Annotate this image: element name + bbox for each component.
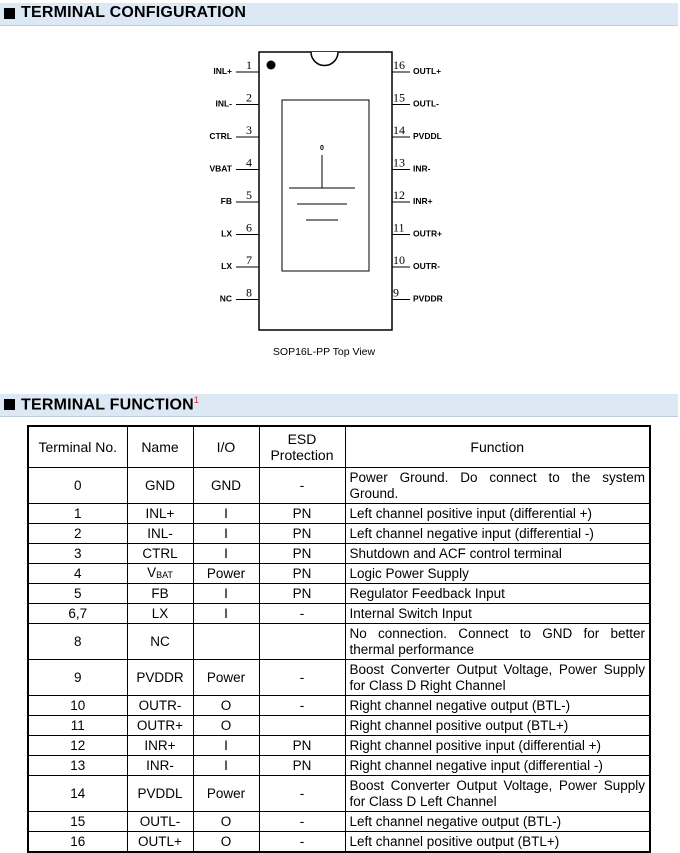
cell-function: Left channel negative input (differential -) bbox=[345, 524, 650, 544]
cell-esd: - bbox=[259, 660, 345, 696]
table-row bbox=[28, 756, 650, 776]
cell-esd: - bbox=[259, 776, 345, 812]
cell-function: Right channel negative input (differential -) bbox=[345, 756, 650, 776]
cell-name: OUTR- bbox=[127, 696, 193, 716]
cell-terminal-no: 13 bbox=[28, 756, 127, 776]
cell-terminal-no: 1 bbox=[28, 504, 127, 524]
cell-esd bbox=[259, 624, 345, 660]
table-row bbox=[28, 524, 650, 544]
cell-esd: PN bbox=[259, 584, 345, 604]
pin-label: CTRL bbox=[209, 131, 232, 141]
cell-io: I bbox=[193, 524, 259, 544]
cell-io: GND bbox=[193, 468, 259, 504]
pin-label: OUTR- bbox=[413, 261, 440, 271]
cell-esd: PN bbox=[259, 544, 345, 564]
table-row bbox=[28, 564, 650, 584]
cell-terminal-no: 14 bbox=[28, 776, 127, 812]
cell-name: PVDDR bbox=[127, 660, 193, 696]
table-row bbox=[28, 776, 650, 812]
pin1-dot bbox=[267, 61, 276, 70]
cell-terminal-no: 3 bbox=[28, 544, 127, 564]
pin-number: 4 bbox=[246, 155, 252, 170]
cell-name: NC bbox=[127, 624, 193, 660]
bullet-square-icon bbox=[4, 399, 15, 410]
pin-label: INR+ bbox=[413, 196, 433, 206]
cell-name: LX bbox=[127, 604, 193, 624]
cell-esd: PN bbox=[259, 504, 345, 524]
header-function: Function bbox=[345, 426, 650, 468]
cell-terminal-no: 2 bbox=[28, 524, 127, 544]
cell-io: O bbox=[193, 812, 259, 832]
footnote-marker: 1 bbox=[193, 395, 200, 405]
terminal-function-table bbox=[27, 425, 651, 853]
cell-name: INR- bbox=[127, 756, 193, 776]
table-row bbox=[28, 736, 650, 756]
cell-function: Right channel positive input (differential +) bbox=[345, 736, 650, 756]
pin-label: INL+ bbox=[213, 66, 232, 76]
table-row bbox=[28, 696, 650, 716]
pin-label: FB bbox=[220, 196, 232, 206]
cell-io: I bbox=[193, 736, 259, 756]
cell-esd bbox=[259, 716, 345, 736]
cell-esd: PN bbox=[259, 524, 345, 544]
pin-number: 1 bbox=[246, 58, 252, 72]
cell-io: O bbox=[193, 696, 259, 716]
cell-function: Logic Power Supply bbox=[345, 564, 650, 584]
cell-terminal-no: 10 bbox=[28, 696, 127, 716]
section-title bbox=[21, 395, 199, 414]
cell-terminal-no: 9 bbox=[28, 660, 127, 696]
left-pins bbox=[209, 58, 259, 304]
package-body bbox=[259, 52, 392, 330]
table-row bbox=[28, 660, 650, 696]
pin-number: 7 bbox=[246, 253, 252, 267]
section-title: TERMINAL CONFIGURATION bbox=[21, 4, 247, 21]
cell-name: OUTR+ bbox=[127, 716, 193, 736]
table-row bbox=[28, 544, 650, 564]
header-esd: ESD Protection bbox=[259, 426, 345, 468]
cell-io: I bbox=[193, 584, 259, 604]
pin-diagram bbox=[0, 30, 680, 370]
cell-terminal-no: 12 bbox=[28, 736, 127, 756]
pin-label: PVDDR bbox=[413, 293, 443, 304]
cell-io: Power bbox=[193, 776, 259, 812]
cell-name: GND bbox=[127, 468, 193, 504]
cell-terminal-no: 4 bbox=[28, 564, 127, 584]
table-row bbox=[28, 716, 650, 736]
table-row bbox=[28, 504, 650, 524]
cell-function: Boost Converter Output Voltage, Power Supply for Class D Right Channel bbox=[345, 660, 650, 696]
cell-name: INL+ bbox=[127, 504, 193, 524]
pin-number: 12 bbox=[393, 188, 405, 202]
cell-esd: PN bbox=[259, 756, 345, 776]
pin-number: 11 bbox=[393, 220, 405, 235]
cell-function: Regulator Feedback Input bbox=[345, 584, 650, 604]
center-pad-label: 0 bbox=[320, 145, 324, 152]
cell-name: FB bbox=[127, 584, 193, 604]
table-row bbox=[28, 604, 650, 624]
pin-label: PVDDL bbox=[413, 131, 442, 141]
pin-label: LX bbox=[221, 261, 232, 271]
pin-number: 8 bbox=[246, 285, 252, 300]
cell-name: INR+ bbox=[127, 736, 193, 756]
pin-label: NC bbox=[219, 293, 232, 304]
cell-esd: - bbox=[259, 812, 345, 832]
cell-terminal-no: 5 bbox=[28, 584, 127, 604]
cell-io: I bbox=[193, 756, 259, 776]
table-row bbox=[28, 584, 650, 604]
header-io: I/O bbox=[193, 426, 259, 468]
pin-label: INR- bbox=[413, 163, 431, 174]
table-row bbox=[28, 832, 650, 853]
cell-terminal-no: 15 bbox=[28, 812, 127, 832]
pin-label: OUTL+ bbox=[413, 66, 442, 76]
cell-io: Power bbox=[193, 564, 259, 584]
cell-esd: - bbox=[259, 468, 345, 504]
pin-label: OUTR+ bbox=[413, 228, 443, 239]
bullet-square-icon bbox=[4, 8, 15, 19]
cell-name: CTRL bbox=[127, 544, 193, 564]
cell-function: Right channel positive output (BTL+) bbox=[345, 716, 650, 736]
pin-number: 5 bbox=[246, 188, 252, 202]
pin-label: VBAT bbox=[209, 163, 232, 174]
header-name: Name bbox=[127, 426, 193, 468]
cell-function: Boost Converter Output Voltage, Power Supply for Class D Left Channel bbox=[345, 776, 650, 812]
pin-number: 14 bbox=[393, 123, 405, 137]
cell-function: Internal Switch Input bbox=[345, 604, 650, 624]
cell-function: Right channel negative output (BTL-) bbox=[345, 696, 650, 716]
pin-label: OUTL- bbox=[413, 98, 439, 109]
cell-name: PVDDL bbox=[127, 776, 193, 812]
pin-number: 9 bbox=[393, 285, 399, 300]
cell-function: Left channel positive output (BTL+) bbox=[345, 832, 650, 853]
cell-name: OUTL+ bbox=[127, 832, 193, 853]
cell-esd: - bbox=[259, 832, 345, 853]
right-pins bbox=[392, 58, 443, 304]
cell-io: Power bbox=[193, 660, 259, 696]
cell-name-subscript: BAT bbox=[156, 570, 173, 580]
cell-function: Shutdown and ACF control terminal bbox=[345, 544, 650, 564]
cell-esd: PN bbox=[259, 564, 345, 584]
package-caption: SOP16L-PP Top View bbox=[272, 346, 376, 358]
table-row bbox=[28, 468, 650, 504]
pin-number: 6 bbox=[246, 220, 252, 235]
cell-esd: - bbox=[259, 604, 345, 624]
cell-name bbox=[127, 564, 193, 584]
cell-terminal-no: 11 bbox=[28, 716, 127, 736]
cell-esd: PN bbox=[259, 736, 345, 756]
cell-io: I bbox=[193, 544, 259, 564]
table-row bbox=[28, 624, 650, 660]
pin-number: 15 bbox=[393, 90, 405, 105]
pin-label: INL- bbox=[215, 98, 232, 109]
cell-function: Left channel positive input (differential +) bbox=[345, 504, 650, 524]
cell-io: O bbox=[193, 832, 259, 853]
cell-io: I bbox=[193, 604, 259, 624]
cell-terminal-no: 16 bbox=[28, 832, 127, 853]
cell-name: OUTL- bbox=[127, 812, 193, 832]
pin-number: 13 bbox=[393, 155, 405, 170]
terminal-configuration-header bbox=[0, 3, 678, 26]
header-terminal-no: Terminal No. bbox=[28, 426, 127, 468]
pin-label: LX bbox=[221, 228, 232, 239]
cell-io: O bbox=[193, 716, 259, 736]
cell-io bbox=[193, 624, 259, 660]
cell-function: No connection. Connect to GND for better thermal performance bbox=[345, 624, 650, 660]
cell-name-main: V bbox=[147, 565, 157, 580]
pin-number: 10 bbox=[393, 253, 405, 267]
pin-number: 3 bbox=[246, 123, 252, 137]
terminal-function-header bbox=[0, 394, 678, 417]
table-row bbox=[28, 812, 650, 832]
cell-esd: - bbox=[259, 696, 345, 716]
cell-function: Left channel negative output (BTL-) bbox=[345, 812, 650, 832]
cell-io: I bbox=[193, 504, 259, 524]
cell-name: INL- bbox=[127, 524, 193, 544]
cell-terminal-no: 8 bbox=[28, 624, 127, 660]
section-title-text: TERMINAL FUNCTION bbox=[21, 396, 194, 414]
table-header-row bbox=[28, 426, 650, 468]
cell-terminal-no: 6,7 bbox=[28, 604, 127, 624]
pin-number: 2 bbox=[246, 90, 252, 105]
cell-function: Power Ground. Do connect to the system Ground. bbox=[345, 468, 650, 504]
cell-terminal-no: 0 bbox=[28, 468, 127, 504]
pin-number: 16 bbox=[393, 58, 405, 72]
